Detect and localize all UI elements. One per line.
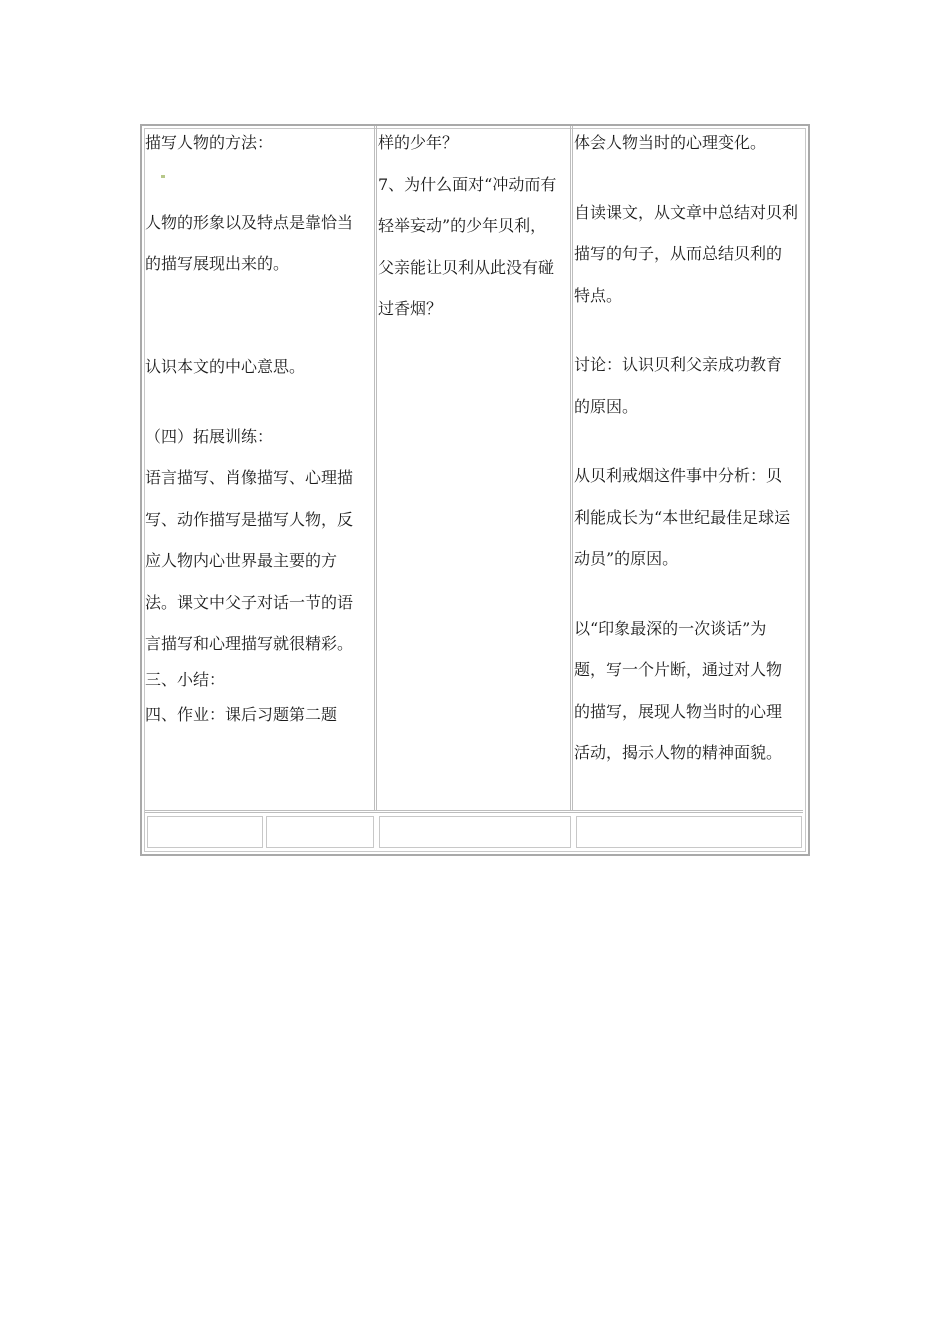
text-line: 的描写，展现人物当时的心理 xyxy=(574,701,783,721)
marker-dot xyxy=(161,175,165,178)
text-line: 写、动作描写是描写人物，反 xyxy=(145,509,354,529)
marker-line xyxy=(145,164,353,188)
text-line: 特点。 xyxy=(574,285,623,305)
teaching-content-column xyxy=(145,122,353,735)
text-line: 父亲能让贝利从此没有碰 xyxy=(378,257,555,277)
text-line: 应人物内心世界最主要的方 xyxy=(145,551,338,570)
empty-cell-3 xyxy=(379,816,571,848)
text-line: 以“印象最深的一次谈话”为 xyxy=(574,618,767,638)
text-line: 样的少年？ xyxy=(378,133,459,152)
row-divider xyxy=(145,810,803,813)
text-line: 言描写和心理描写就很精彩。 xyxy=(145,634,354,653)
text-line: 自读课文，从文章中总结对贝利 xyxy=(574,202,799,222)
column-divider-1 xyxy=(374,126,377,810)
empty-cell-4 xyxy=(576,816,802,848)
text-line: 描写人物的方法： xyxy=(145,133,274,152)
text-line: 从贝利戒烟这件事中分析：贝 xyxy=(574,466,783,485)
empty-cell-2 xyxy=(266,816,374,848)
section-heading: 四、作业：课后习题第二题 xyxy=(145,704,338,724)
text-line: 体会人物当时的心理变化。 xyxy=(574,133,767,152)
text-line: 的描写展现出来的。 xyxy=(145,254,290,273)
text-line: 动员”的原因。 xyxy=(574,549,679,568)
text-line: 讨论：认识贝利父亲成功教育 xyxy=(574,355,783,374)
section-heading: （四）拓展训练： xyxy=(145,426,274,446)
text-line: 题，写一个片断，通过对人物 xyxy=(574,660,783,679)
text-line: 人物的形象以及特点是靠恰当 xyxy=(145,212,354,232)
text-line: 描写的句子，从而总结贝利的 xyxy=(574,244,783,263)
text-line: 法。课文中父子对话一节的语 xyxy=(145,592,354,612)
section-heading: 三、小结： xyxy=(145,669,226,689)
activities-column xyxy=(574,122,798,774)
text-line: 语言描写、肖像描写、心理描 xyxy=(145,468,354,487)
questions-column xyxy=(378,122,556,330)
column-divider-2 xyxy=(570,126,573,810)
lesson-table xyxy=(140,124,810,856)
empty-cell-1 xyxy=(147,816,263,848)
text-line: 轻举妄动”的少年贝利， xyxy=(378,216,547,235)
text-line: 活动，揭示人物的精神面貌。 xyxy=(574,743,783,762)
text-line: 7、为什么面对“冲动而有 xyxy=(378,174,557,194)
text-line: 的原因。 xyxy=(574,396,639,416)
text-line: 利能成长为“本世纪最佳足球运 xyxy=(574,507,791,527)
text-line: 认识本文的中心意思。 xyxy=(145,357,306,376)
text-line: 过香烟？ xyxy=(378,299,443,318)
